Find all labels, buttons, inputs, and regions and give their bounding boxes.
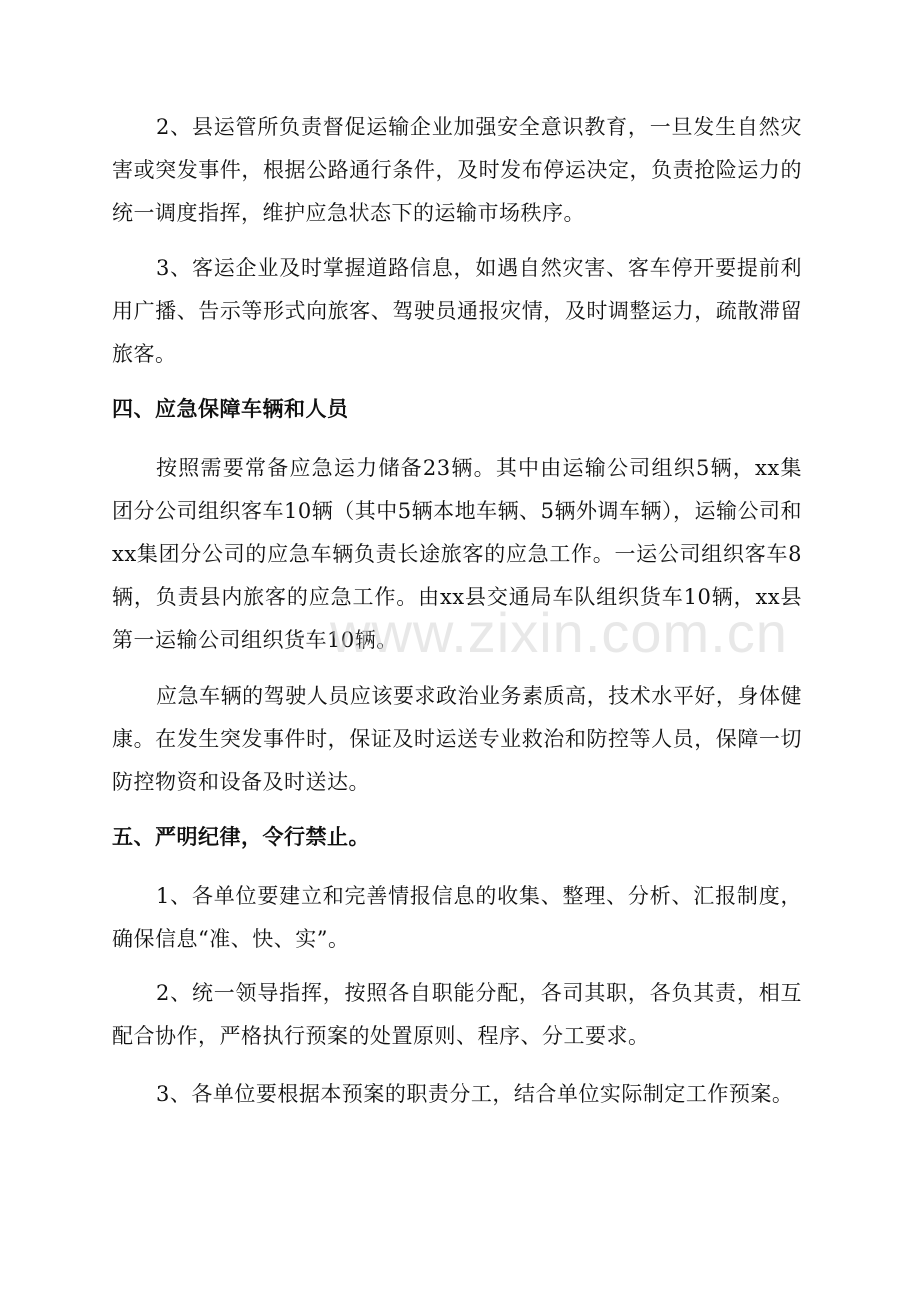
- section-heading-4: 四、应急保障车辆和人员: [112, 397, 349, 421]
- paragraph-transport-office-duty: 2、县运管所负责督促运输企业加强安全意识教育，一旦发生自然灾害或突发事件，根据公路通行条件，及时发布停运决定，负责抢险运力的统一调度指挥，维护应急状态下的运输市场秩序。: [112, 115, 802, 225]
- section-heading-5: 五、严明纪律，令行禁止。: [112, 825, 370, 849]
- paragraph-unified-command: 2、统一领导指挥，按照各自职能分配，各司其职，各负其责，相互配合协作，严格执行预案的处置原则、程序、分工要求。: [112, 981, 802, 1048]
- watermark-text: www.zixin.com.cn: [330, 601, 788, 664]
- paragraph-passenger-companies-duty: 3、客运企业及时掌握道路信息，如遇自然灾害、客车停开要提前利用广播、告示等形式向旅客、驾驶员通报灾情，及时调整运力，疏散滞留旅客。: [112, 256, 802, 366]
- paragraph-vehicle-reserve: 按照需要常备应急运力储备23辆。其中由运输公司组织5辆，xx集团分公司组织客车10辆（其中5辆本地车辆、5辆外调车辆），运输公司和xx集团分公司的应急车辆负责长途旅客的应急工作。一运公司组织客车8辆，负责县内旅客的应急工作。由xx县交通局车队组织货车10辆，xx县第一运输公司组织货车10辆。: [112, 456, 802, 652]
- paragraph-work-plan: 3、各单位要根据本预案的职责分工，结合单位实际制定工作预案。: [156, 1082, 794, 1106]
- paragraph-driver-requirements: 应急车辆的驾驶人员应该要求政治业务素质高，技术水平好，身体健康。在发生突发事件时，保证及时运送专业救治和防控等人员，保障一切防控物资和设备及时送达。: [112, 684, 802, 794]
- paragraph-information-system: 1、各单位要建立和完善情报信息的收集、整理、分析、汇报制度，确保信息“准、快、实”。: [112, 884, 802, 951]
